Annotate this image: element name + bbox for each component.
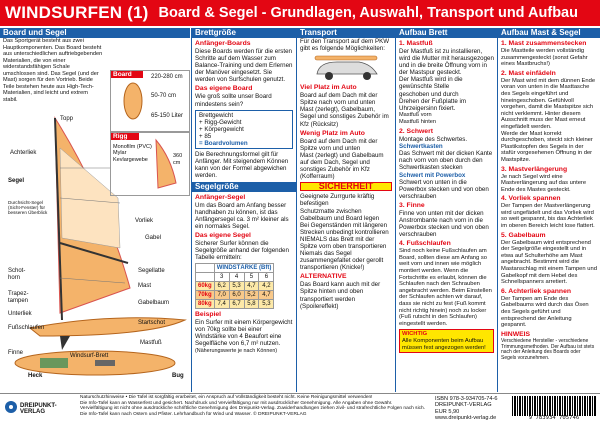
wind-cell: 5,3 (229, 282, 244, 291)
paragraph: Die Mastteile werden vollständig zusammengesteckt (sonst Gefahr eines Mastbruchs!) (501, 48, 588, 68)
column-aufbau-mast (498, 28, 600, 392)
subheading: 1. Mast zusammenstecken (501, 40, 587, 47)
barcode-bars (512, 396, 596, 416)
subheading: ALTERNATIVE (300, 273, 347, 281)
subheading: 3. Finne (399, 201, 425, 209)
paragraph: Je nach Segel wird eine Mastverlängerung auf das untere Ende des Mastes gesteckt. (501, 173, 587, 193)
safety-item: Schutzmatte zwischen Gabelbaum und Board legen (300, 207, 380, 222)
label-bug: Bug (172, 373, 184, 379)
list-item: Mast (zerlegt) und Gabelbaum auf dem Dach, Segel und sonstiges Zubehör im Kfz (Kofferraum) (300, 151, 384, 181)
footer-line: Naturschutzhinweise • Die Tafel ist sorgfältig erarbeitet, ein Anspruch auf Vollständigkeit besteht nicht. Keine Reinigungsmittel verwenden! (80, 395, 373, 400)
wind-cell: 6,0 (229, 291, 244, 300)
verlag: DREIPUNKT-VERLAG (435, 402, 492, 409)
label-unterliek: Unterliek (8, 311, 32, 317)
intro-text: Das Sportgerät besteht aus zwei Hauptkomponenten. Das Board besteht aus unterschiedlichen auftriebgebenden Materialien, die von einer widerstandsfähigen Schale umschlossen sind. Das Segel (und der Mast) sorgen für den Vortrieb. Beide Teile bestehen heute aus High-Tech-Materialien, sind leicht und extrem stabil. (3, 38, 103, 103)
subheading-blue: Schwert mit Powerbox (399, 171, 466, 179)
wind-cell: 7,4 (214, 300, 229, 309)
label-heck: Heck (28, 373, 43, 379)
publisher-name: DREIPUNKT-VERLAG (20, 403, 57, 415)
wind-cell: 6,2 (214, 282, 229, 291)
footer-isbn-block (435, 396, 505, 422)
label-finne: Finne (8, 350, 24, 356)
paragraph: Verschiedene Hersteller - verschiedene Trimmungsmethoden. Der Aufbau ist stets nach der Anleitung des Boards oder Segels vorzunehmen. (501, 337, 595, 362)
paragraph: Um das Board am Anfang besser handhaben zu können, ist das Anfängersegel ca. 3 m² kleiner als ein normales Segel. (195, 201, 289, 230)
paragraph: Der Gabelbaum wird entsprechend der Segelgröße eingestellt und in etwa auf Schulterhöhe am Mast angebracht. Bestimmt wird die Mastanschlag mit einem Tampen und Gabelkopf mit dem Hebel des Schnellspanners arretiert. (501, 239, 597, 286)
footer-line: Die Info-Tafel kann nach Ostern und Pfister. Lehrhandbuch für Wind und Wasser. © DREIPUNKT-VERLAG (80, 411, 307, 417)
paragraph-note: (Näherungswerte je nach Können) (195, 347, 278, 354)
paragraph: Das Schwert mit der dicken Kante nach vorn von oben durch den Schwertkasten stecken (399, 150, 493, 172)
subheading: Wenig Platz im Auto (300, 129, 365, 137)
section-title: Aufbau Brett (396, 28, 497, 38)
subheading-blue: Schwertkasten (399, 143, 443, 151)
barcode-number: 9 783934 705746 (528, 415, 580, 421)
subheading: Das eigene Board (195, 85, 253, 93)
formula-box (195, 110, 293, 149)
label-gabel: Gabel (145, 235, 162, 241)
section-title: Segelgröße (192, 182, 296, 192)
footer-line: Die Info-Tafel kann an Wasserfest und gesichert. Nachdruck und Vervielfältigung nur mit ausdrücklicher Genehmigung. Alle Angaben ohne Gewähr. (80, 400, 393, 406)
list-item: Board auf dem Dach mit der Spitze vorn und unten (300, 137, 378, 152)
wind-cell: 5,8 (244, 300, 259, 309)
paragraph: Montage des Schwertes. (399, 136, 468, 144)
rigg-height: 360 cm (173, 153, 183, 167)
footer (0, 393, 600, 425)
paragraph: Wie groß sollte unser Board mindestens sein? (195, 93, 272, 108)
paragraph: Werde der Mast korrekt durchgeschoben, steckt sich kleiner Plastikstopfen des Segels in der stafür vorgesehenen Öffnung in der Mastspitze. (501, 130, 593, 163)
wind-col: 3 (214, 273, 229, 282)
subheading: HINWEIS (501, 330, 531, 338)
section-title: Aufbau Mast & Segel (498, 28, 600, 38)
subheading: Viel Platz im Auto (300, 84, 357, 92)
wind-col: 5 (244, 273, 259, 282)
dreipunkt-logo-icon (4, 400, 18, 414)
wind-table (195, 263, 274, 309)
barcode (512, 396, 596, 423)
wind-col: 6 (259, 273, 274, 282)
wind-row-kg: 70kg (196, 291, 215, 300)
board-length: 220-280 cm (151, 74, 183, 80)
isbn: ISBN 978-3-934705-74-6 (435, 396, 498, 402)
price: EUR 5,90 (435, 408, 460, 415)
wind-cell: 4,2 (259, 282, 274, 291)
safety-item: NIEMALS das Brett mit der Spitze vorn oben transportieren (300, 235, 387, 250)
paragraph: Für den Transport auf dem PKW gibt es folgende Möglichkeiten: (300, 38, 390, 53)
wind-cell: 4,7 (259, 291, 274, 300)
safety-item: Niemals das Segel zusammengefaltet oder gerollt transportieren (Knicke!) (300, 250, 384, 272)
column-brettgroesse (192, 28, 296, 392)
wind-cell: 7,0 (214, 291, 229, 300)
subheading: 3. Mastverlängerung (501, 165, 568, 173)
subheading: Das eigene Segel (195, 231, 251, 239)
paragraph: Finne von unten mit der dicken Anstrombante nach vorn in die Powerbox stecken und von oben verschrauben (399, 209, 489, 239)
label-trapez: Trapez-tampen (8, 291, 29, 305)
wind-row-kg: 60kg (196, 282, 215, 291)
footer-notes (80, 395, 430, 417)
formula-line: + Rigg-Gewicht (199, 118, 242, 126)
formula-line: + 85 (199, 132, 212, 140)
subheading: 2. Mast einfädeln (501, 69, 556, 77)
rigg-label: Rigg (111, 133, 139, 140)
paragraph: Schwert von unten in die Powerbox stecken und von oben verschrauben (399, 178, 489, 200)
board-width: 50-70 cm (151, 93, 177, 99)
wind-cell: 4,7 (244, 282, 259, 291)
safety-item: Geeignete Zurrgurte kräftig befestigen (300, 193, 375, 208)
car-roof-icon (297, 52, 395, 82)
section-title: Transport (297, 28, 395, 38)
paragraph: Der Mastfuß ist zu installieren, wird die Mutter mit herausgezogen und in die breite Öffnung vorn in der Mastspur gesteckt. (399, 48, 494, 77)
page-title: WINDSURFEN (1) (5, 3, 149, 22)
subheading: Anfänger-Boards (195, 40, 251, 47)
label-gabelbaum: Gabelbaum (138, 300, 170, 306)
warning-text: Alle Komponenten beim Aufbau müssen fest angezogen werden! (402, 337, 486, 351)
label-achterliek: Achterliek (10, 150, 37, 156)
website: www.dreipunkt-verlag.de (435, 415, 497, 422)
paragraph: Der Mast wird mit dem dünnen Ende voran von unten in die Masttasche des Segels eingeführt und hineingeschoben. Gefühlvoll vorgehen, damit die Mastspitze sich nicht verklemmt. Hinter diesem Ausschnitt muss der Mast erneut eingefädelt werden. (501, 77, 596, 130)
label-mast: Mast (138, 283, 152, 289)
section-title: Brettgröße (192, 28, 296, 38)
column-board-und-segel (0, 28, 190, 392)
formula-line: Brettgewicht (199, 111, 234, 119)
paragraph: Sind noch keine Fußschlaufen am Board, sollten diese am Anfang so weit vorn und innen wie möglich montiert werden. Wenn die Fortschritte es erlaubt, können die Schlaufen nach den Schrauben angebracht werden. Beim Einstellen der Schlaufen achten wir darauf, dass sie nicht zu fest (Fuß kommt nicht richtig hinein) noch zu locker (Fuß rutscht in den Schlaufen) eingestellt werden. (399, 248, 492, 327)
subheading: 4. Fußschlaufen (399, 240, 451, 248)
subheading: Beispiel (195, 311, 222, 319)
paragraph: Diese Boards werden für die ersten Schritte auf dem Wasser zum Balance-Training und dem Erlernen der Manöver eingesetzt. Sie werden von Surfschulen genutzt. (195, 48, 293, 84)
rigg-box (110, 132, 190, 196)
subheading: 1. Mastfuß (399, 40, 433, 47)
safety-banner: SICHERHEIT (300, 182, 392, 191)
paragraph: Ein Surfer mit einem Körpergewicht von 70kg sollte bei einer Windstärke von 4 Beaufort eine Segelfläche von 6,7 m² nutzen. (195, 319, 293, 348)
wind-cell: 6,7 (229, 300, 244, 309)
paragraph: Die Berechnungsformel gilt für Anfänger. Mit steigendem Können kann von der Formel abgewichen werden. (195, 151, 289, 180)
label-startschot: Startschot (138, 320, 166, 326)
list-item: Mast (zerlegt), Gabelbaum, Segel und sonstiges Zubehör im Kfz (Rücksitz) (300, 106, 389, 128)
mastfuss-rear-label: Mastfuß hinten (399, 118, 436, 125)
paragraph: Der Tampen der Mastverlängerung wird ungefädelt und das Vorliek wird so weit gespannt, bis das Achterliek im oberen Bereich leicht lose flattert. (501, 203, 595, 230)
footer-line: Vervielfältigung ist nicht ohne ausdrückliche schriftliche Genehmigung des Dreipunkt-Verlag. Zuwiderhandlungen ziehen zivil- und strafrechtliche Folgen nach sich. (80, 406, 426, 412)
subheading: 6. Achterliek spannen (501, 287, 572, 295)
publisher-logo (4, 396, 57, 422)
label-vorliek: Vorliek (135, 218, 154, 224)
label-schothorn: Schot-horn (8, 268, 26, 282)
page-subtitle: Board & Segel - Grundlagen, Auswahl, Transport und Aufbau (158, 5, 578, 21)
paragraph: Sicherer Surfer können die Segelgröße anhand der folgenden Tabelle ermitteln: (195, 239, 289, 262)
board-label: Board (111, 71, 143, 78)
wind-cell: 5,2 (244, 291, 259, 300)
safety-item: Bei Gegenständen mit längeren Strecken unbedingt kontrollieren (300, 221, 389, 236)
warning-title: WICHTIG (402, 331, 428, 338)
list-item: Board auf dem Dach mit der Spitze nach vorn und unten (300, 92, 378, 107)
wind-col: 4 (229, 273, 244, 282)
wind-cell: 5,3 (259, 300, 274, 309)
subheading: 5. Gabelbaum (501, 231, 546, 239)
label-mastfuss: Mastfuß (140, 340, 162, 346)
section-title: Board und Segel (0, 28, 190, 38)
subheading: 4. Vorliek spannen (501, 195, 561, 203)
column-aufbau-brett (396, 28, 497, 392)
wind-row-kg: 80kg (196, 300, 215, 309)
formula-line: + Körpergewicht (199, 125, 244, 133)
label-durchsicht: Durchsicht-Segel (Sicht-Fenster) für besseren Überblick (8, 200, 48, 216)
rigg-materials: Monofilm (PVC) Mylar Kevlargewebe (113, 144, 152, 163)
board-dims-box (110, 70, 190, 132)
subheading: Anfänger-Segel (195, 193, 246, 201)
label-segellatte: Segellatte (138, 268, 165, 274)
label-fussschlaufen: Fußschlaufen (8, 325, 45, 331)
board-volume: 65-150 Liter (151, 113, 184, 119)
paragraph: Der Tampen am Ende des Gabelbaums wird durch das Ösen des Segels geführt und entsprechend der Anleitung gespannt. (501, 295, 589, 329)
wind-table-header: WINDSTÄRKE (Bft) (214, 264, 274, 273)
label-board: Windsurf-Brett (70, 353, 109, 359)
warning-box (399, 329, 494, 353)
page-header (0, 0, 600, 26)
subheading: 2. Schwert (399, 128, 433, 136)
column-transport (297, 28, 395, 392)
formula-result: = Boardvolumen (199, 140, 248, 148)
board-shape-icon (113, 81, 153, 121)
label-topp: Topp (60, 116, 74, 122)
mastfuss-front-label: Mastfuß vorn (399, 111, 432, 118)
paragraph: Der Mastfuß wird in die gewünschte Stelle geschoben und durch Drehen der Fußplatte im Uhrzeigersinn fixiert. (399, 76, 467, 112)
label-segel: Segel (8, 178, 25, 184)
paragraph: Das Board kann auch mit der Spitze hinten und oben transportiert werden (Spoilereffekt) (300, 281, 381, 310)
